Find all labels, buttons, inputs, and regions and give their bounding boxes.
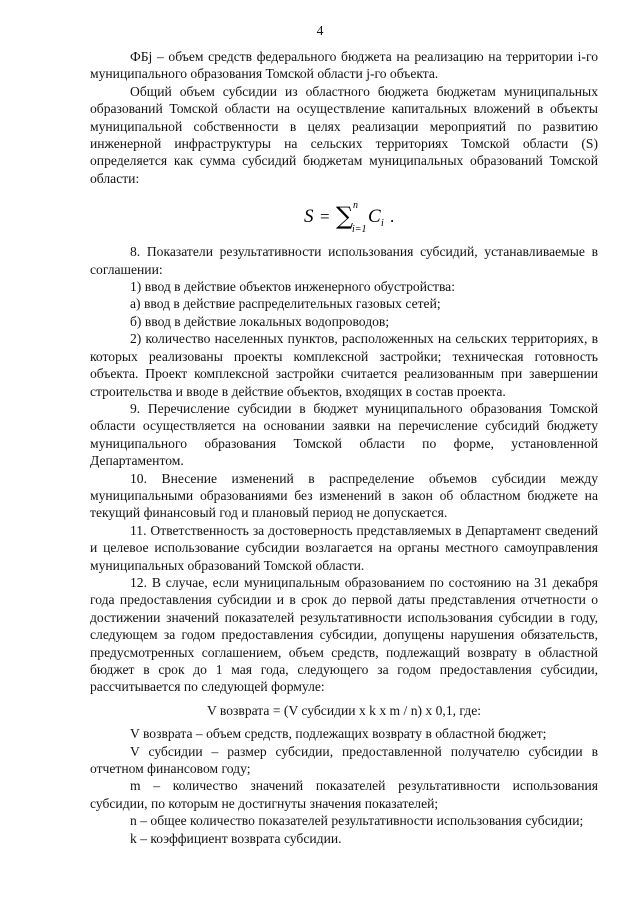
formula-sum-svg <box>90 193 598 237</box>
formula-equals: = <box>320 207 330 227</box>
formula-end: . <box>390 207 395 227</box>
formula-lower: i=1 <box>352 224 367 236</box>
definition-n: n – общее количество показателей результативности использования субсидии; <box>130 813 584 829</box>
paragraph-8-1: 1) ввод в действие объектов инженерного обустройства: <box>130 279 455 295</box>
formula-sub: i <box>381 218 384 230</box>
definition-m: m – количество значений показателей результативности использования субсидии, по которым не достигнуты значения показателей; <box>90 778 598 811</box>
page-number: 4 <box>316 23 324 38</box>
definition-v-subsidy: V субсидии – размер субсидии, предоставленной получателю субсидии в отчетном финансовом году; <box>90 743 598 777</box>
formula-term: C <box>368 206 381 228</box>
formula-sigma: ∑ <box>336 202 354 231</box>
paragraph-fbj: ФБj – объем средств федерального бюджета на реализацию на территории i-го муниципального образования Томской области j-го объекта. <box>90 49 598 82</box>
paragraph-10: 10. Внесение изменений в распределение объемов субсидии между муниципальными образованиями без изменений в закон об областном бюджете на текущий финансовый год и плановый период не допускается. <box>90 470 598 521</box>
paragraph-8-2: 2) количество населенных пунктов, расположенных на сельских территориях, в которых реализованы проекты комплексной застройки; техническая готовность объекта. Проект комплексной застройки считается реализованным при завершении строительства и вводе в действие объектов, входящих в состав проекта. <box>90 331 598 399</box>
definition-v-return: V возврата – объем средств, подлежащих возврату в областной бюджет; <box>130 726 547 742</box>
formula-lhs: S <box>304 206 314 228</box>
formula-return: V возврата = (V субсидии x k x m / n) x 0,1, где: <box>206 702 482 718</box>
paragraph-12: 12. В случае, если муниципальным образованием по состоянию на 31 декабря года предоставления субсидии и в срок до первой даты представления отчетности о достижении значений показателей результативности использования субсидии в году, следующем за годом предоставления субсидии, допущены нарушения обязательств, предусмотренных соглашением, объем средств, подлежащий возврату в областной бюджет в срок до 1 мая года, следующего за годом предоставления субсидии, рассчитывается по следующей формуле: <box>90 574 598 695</box>
paragraph-11: 11. Ответственность за достоверность представляемых в Департамент сведений и целевое использование субсидии возлагается на органы местного самоуправления муниципальных образований Томской области. <box>90 522 598 573</box>
paragraph-total-subsidy: Общий объем субсидии из областного бюджета бюджетам муниципальных образований Томской области на осуществление капитальных вложений в объекты муниципальной собственности в целях реализации мероприятий по развитию инженерной инфраструктуры на сельских территориях Томской области (S) определяется как сумма субсидий бюджетам муниципальных образований Томской области: <box>90 83 598 186</box>
formula-upper: n <box>353 200 358 212</box>
paragraph-9: 9. Перечисление субсидии в бюджет муниципального образования Томской области осуществляется на основании заявки на перечисление субсидий бюджету муниципального образования Томской области по форме, установленной Департаментом. <box>90 400 598 469</box>
paragraph-8: 8. Показатели результативности использования субсидий, устанавливаемые в соглашении: <box>90 244 598 277</box>
definition-k: k – коэффициент возврата субсидии. <box>130 830 342 846</box>
paragraph-8-b: б) ввод в действие локальных водопроводов; <box>130 313 390 329</box>
document-body <box>90 48 598 847</box>
paragraph-8-a: а) ввод в действие распределительных газовых сетей; <box>130 296 441 312</box>
formula-sum <box>90 193 598 237</box>
